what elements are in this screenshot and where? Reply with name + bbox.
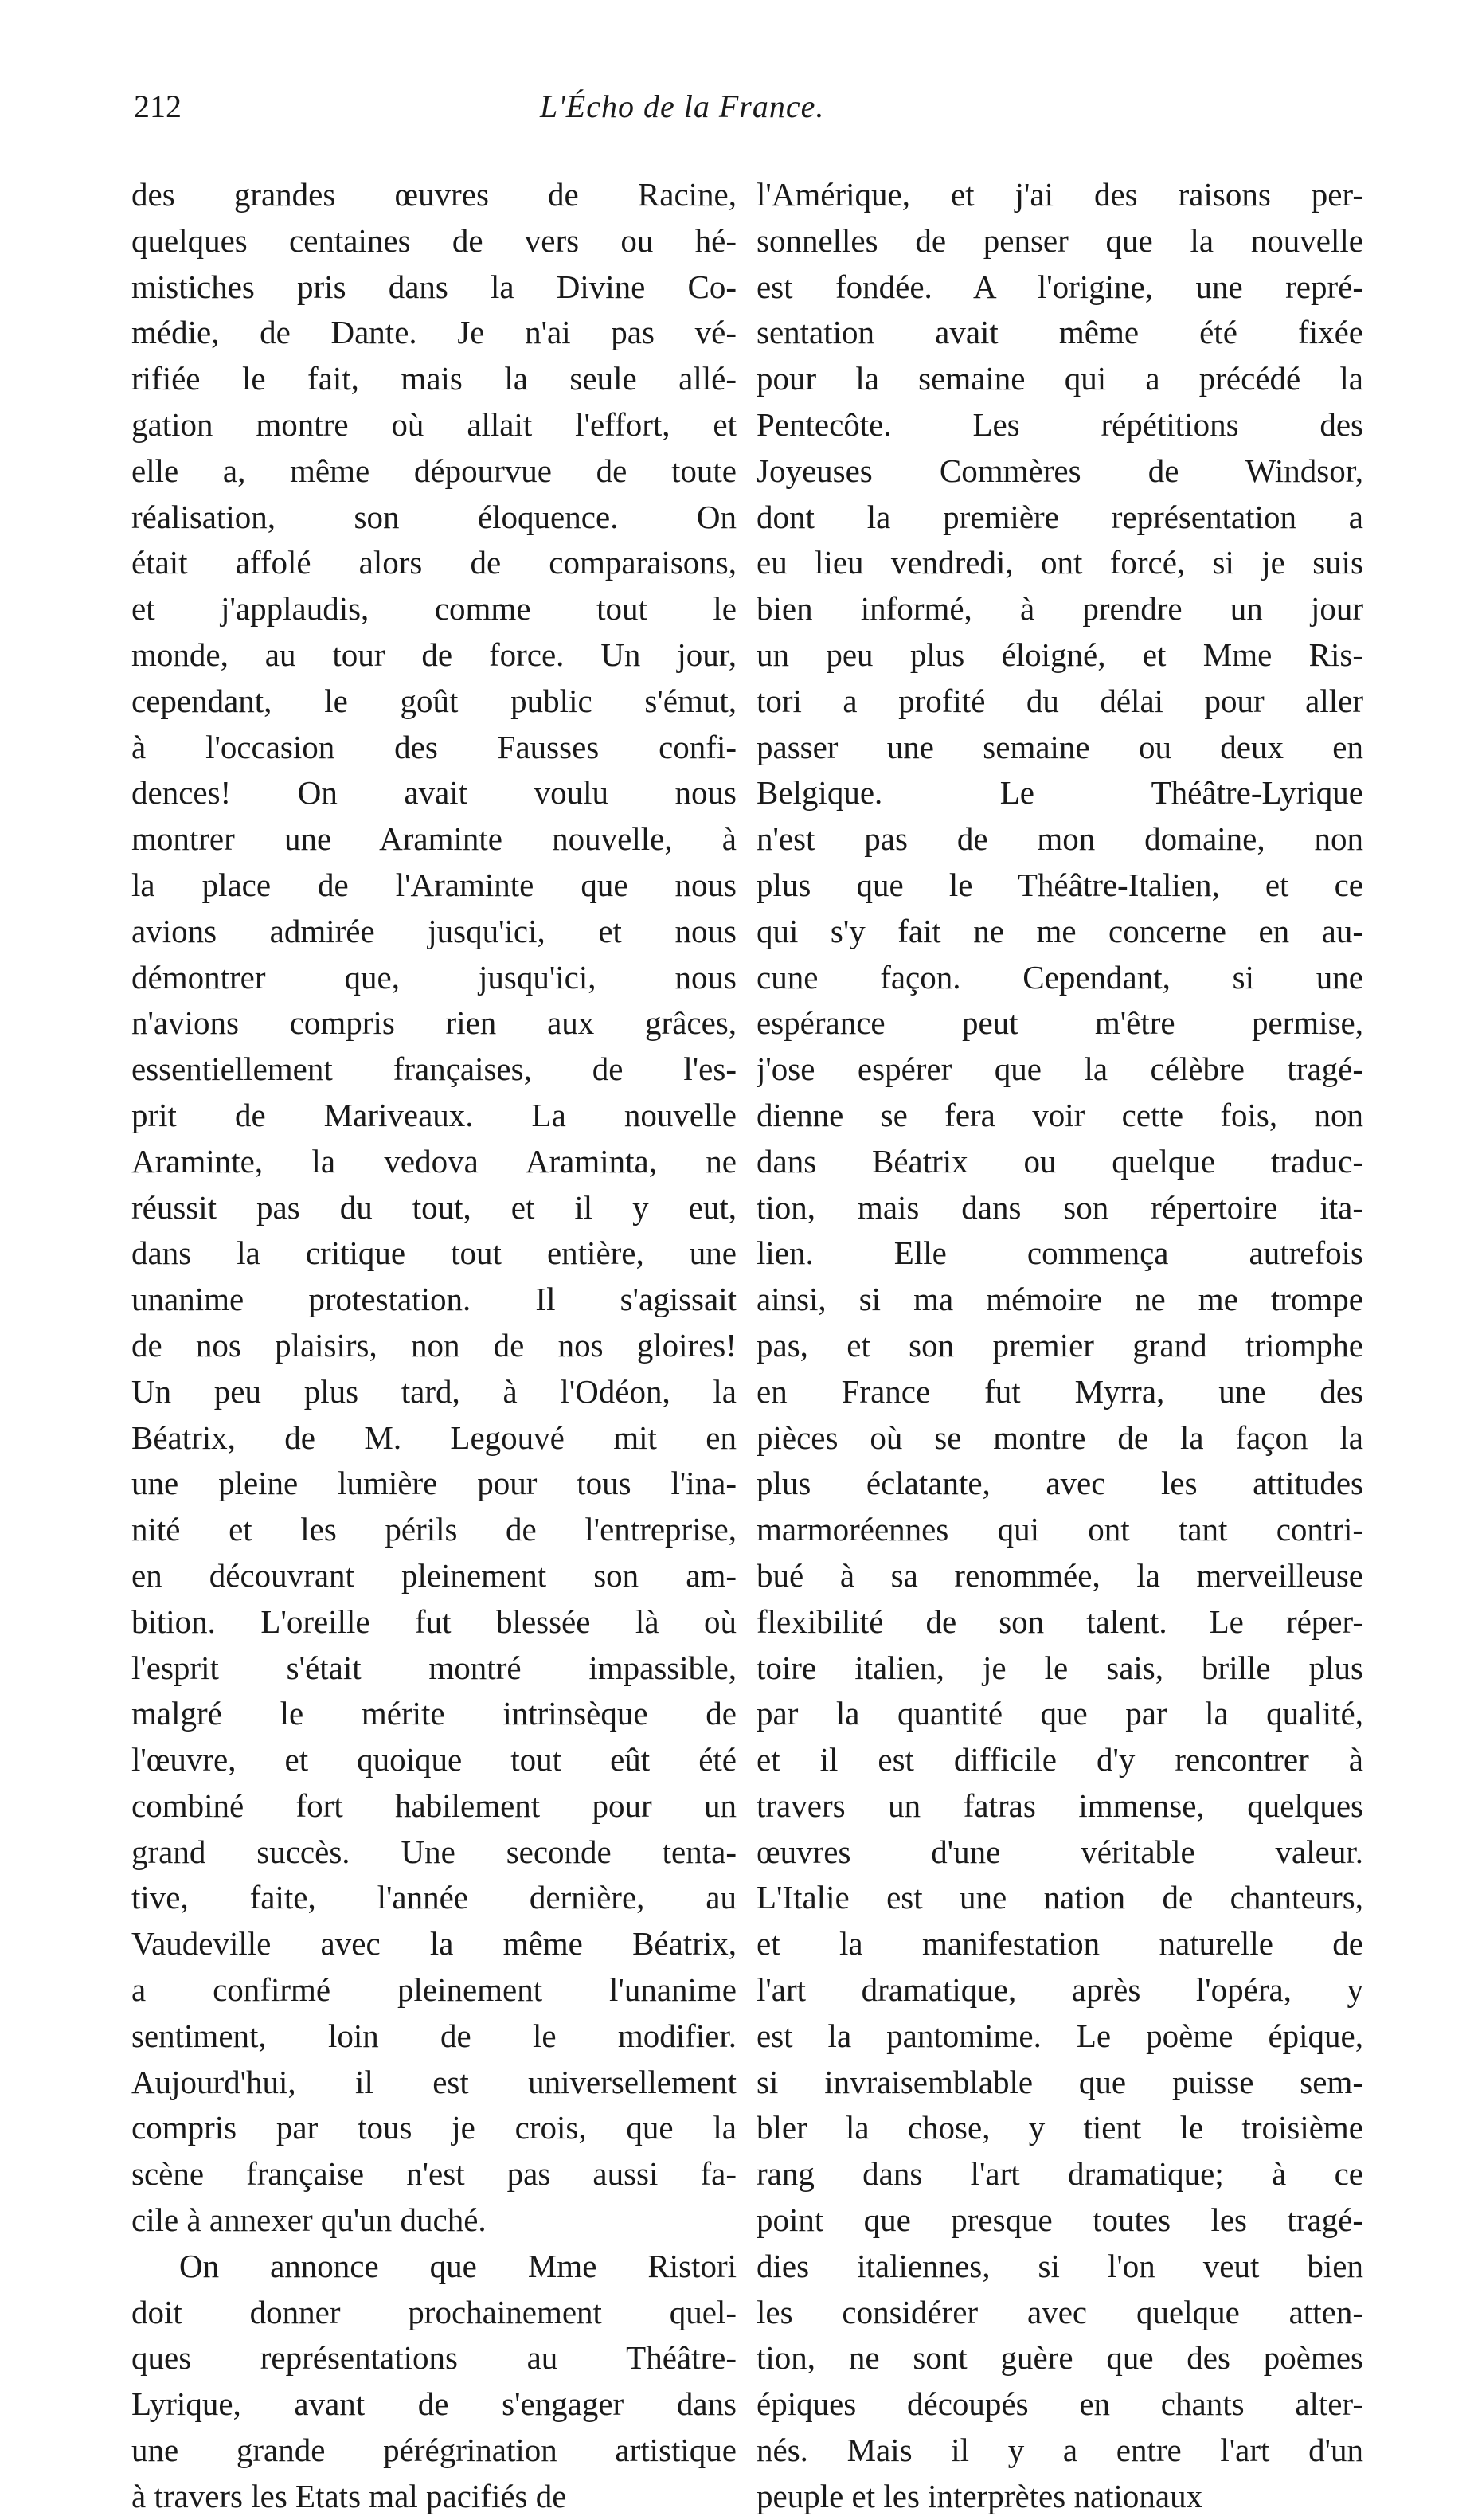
text-line: monde, au tour de force. Un jour, — [131, 636, 737, 673]
text-line: l'Amérique, et j'ai des raisons per- — [757, 176, 1363, 213]
text-line: peuple et les interprètes nationaux — [757, 2477, 1203, 2514]
text-line: flexibilité de son talent. Le réper- — [757, 1602, 1363, 1640]
text-line: elle a, même dépourvue de toute — [131, 452, 737, 489]
text-line: Béatrix, de M. Legouvé mit en — [131, 1418, 737, 1456]
text-line: des grandes œuvres de Racine, — [131, 176, 737, 213]
text-line: n'est pas de mon domaine, non — [757, 820, 1363, 858]
text-line: l'esprit s'était montré impassible, — [131, 1649, 737, 1686]
text-line: pour la semaine qui a précédé la — [757, 360, 1363, 397]
text-line: et la manifestation naturelle de — [757, 1925, 1363, 1962]
text-line: bien informé, à prendre un jour — [757, 590, 1363, 628]
text-line: dont la première représentation a — [757, 498, 1363, 535]
text-line: était affolé alors de comparaisons, — [131, 544, 737, 581]
text-line: dans la critique tout entière, une — [131, 1235, 737, 1272]
text-line: œuvres d'une véritable valeur. — [757, 1833, 1363, 1870]
text-line: un peu plus éloigné, et Mme Ris- — [757, 636, 1363, 673]
text-line: tori a profité du délai pour aller — [757, 682, 1363, 719]
text-line: scène française n'est pas aussi fa- — [131, 2155, 737, 2193]
text-line: n'avions compris rien aux grâces, — [131, 1004, 737, 1042]
text-line: si invraisemblable que puisse sem- — [757, 2063, 1363, 2100]
text-line: sentation avait même été fixée — [757, 314, 1363, 351]
text-line: réalisation, son éloquence. On — [131, 498, 737, 535]
page-header — [134, 88, 1359, 135]
left-text-column — [131, 172, 737, 2520]
text-line: travers un fatras immense, quelques — [757, 1786, 1363, 1824]
text-line: Vaudeville avec la même Béatrix, — [131, 1925, 737, 1962]
text-line: les considérer avec quelque atten- — [757, 2293, 1363, 2330]
text-line: plus que le Théâtre-Italien, et ce — [757, 866, 1363, 903]
text-line: sentiment, loin de le modifier. — [131, 2017, 737, 2054]
text-line: quelques centaines de vers ou hé- — [131, 221, 737, 259]
text-line: est fondée. A l'origine, une repré- — [757, 268, 1363, 305]
text-line: avions admirée jusqu'ici, et nous — [131, 912, 737, 949]
text-line: mistiches pris dans la Divine Co- — [131, 268, 737, 305]
text-line: essentiellement françaises, de l'es- — [131, 1051, 737, 1088]
text-line: unanime protestation. Il s'agissait — [131, 1281, 737, 1318]
text-line: Aujourd'hui, il est universellement — [131, 2063, 737, 2100]
text-line: bition. L'oreille fut blessée là où — [131, 1602, 737, 1640]
text-line: médie, de Dante. Je n'ai pas vé- — [131, 314, 737, 351]
text-line: à travers les Etats mal pacifiés de — [131, 2477, 567, 2514]
text-line: démontrer que, jusqu'ici, nous — [131, 958, 737, 996]
text-line: l'œuvre, et quoique tout eût été — [131, 1741, 737, 1778]
text-line: tion, mais dans son répertoire ita- — [757, 1188, 1363, 1226]
text-line: marmoréennes qui ont tant contri- — [757, 1511, 1363, 1548]
text-line: une grande pérégrination artistique — [131, 2432, 737, 2469]
right-text-column — [757, 172, 1363, 2520]
text-line: la place de l'Araminte que nous — [131, 866, 737, 903]
text-line: toire italien, je le sais, brille plus — [757, 1649, 1363, 1686]
text-line: grand succès. Une seconde tenta- — [131, 1833, 737, 1870]
text-line: Belgique. Le Théâtre-Lyrique — [757, 774, 1363, 812]
text-line: en découvrant pleinement son am- — [131, 1556, 737, 1594]
text-line: rifiée le fait, mais la seule allé- — [131, 360, 737, 397]
text-line: épiques découpés en chants alter- — [757, 2385, 1363, 2423]
page-number: 212 — [134, 88, 182, 124]
text-line: bué à sa renommée, la merveilleuse — [757, 1556, 1363, 1594]
text-line: combiné fort habilement pour un — [131, 1786, 737, 1824]
text-line: Lyrique, avant de s'engager dans — [131, 2385, 737, 2423]
text-line: Un peu plus tard, à l'Odéon, la — [131, 1372, 737, 1410]
text-line: et il est difficile d'y rencontrer à — [757, 1741, 1363, 1778]
text-line: espérance peut m'être permise, — [757, 1004, 1363, 1042]
text-line: dies italiennes, si l'on veut bien — [757, 2247, 1363, 2284]
text-line: cependant, le goût public s'émut, — [131, 682, 737, 719]
text-line: j'ose espérer que la célèbre tragé- — [757, 1051, 1363, 1088]
text-line: l'art dramatique, après l'opéra, y — [757, 1971, 1363, 2009]
text-line: Araminte, la vedova Araminta, ne — [131, 1142, 737, 1180]
text-line: L'Italie est une nation de chanteurs, — [757, 1879, 1363, 1916]
text-line: Pentecôte. Les répétitions des — [757, 405, 1363, 443]
text-line: et j'applaudis, comme tout le — [131, 590, 737, 628]
text-line: dences! On avait voulu nous — [131, 774, 737, 812]
text-line: eu lieu vendredi, ont forcé, si je suis — [757, 544, 1363, 581]
text-line: plus éclatante, avec les attitudes — [757, 1465, 1363, 1502]
text-line: est la pantomime. Le poème épique, — [757, 2017, 1363, 2054]
text-line: On annonce que Mme Ristori — [179, 2247, 737, 2284]
text-line: cile à annexer qu'un duché. — [131, 2201, 487, 2239]
text-line: dans Béatrix ou quelque traduc- — [757, 1142, 1363, 1180]
text-line: une pleine lumière pour tous l'ina- — [131, 1465, 737, 1502]
text-line: point que presque toutes les tragé- — [757, 2201, 1363, 2239]
text-line: pièces où se montre de la façon la — [757, 1418, 1363, 1456]
text-line: Joyeuses Commères de Windsor, — [757, 452, 1363, 489]
text-line: réussit pas du tout, et il y eut, — [131, 1188, 737, 1226]
text-line: passer une semaine ou deux en — [757, 728, 1363, 765]
text-line: compris par tous je crois, que la — [131, 2109, 737, 2146]
text-line: lien. Elle commença autrefois — [757, 1235, 1363, 1272]
text-line: pas, et son premier grand triomphe — [757, 1326, 1363, 1364]
text-line: ainsi, si ma mémoire ne me trompe — [757, 1281, 1363, 1318]
text-line: montrer une Araminte nouvelle, à — [131, 820, 737, 858]
text-line: ques représentations au Théâtre- — [131, 2339, 737, 2377]
text-line: doit donner prochainement quel- — [131, 2293, 737, 2330]
text-line: tion, ne sont guère que des poèmes — [757, 2339, 1363, 2377]
text-line: malgré le mérite intrinsèque de — [131, 1695, 737, 1732]
text-line: a confirmé pleinement l'unanime — [131, 1971, 737, 2009]
text-line: nés. Mais il y a entre l'art d'un — [757, 2432, 1363, 2469]
text-line: dienne se fera voir cette fois, non — [757, 1096, 1363, 1133]
text-line: cune façon. Cependant, si une — [757, 958, 1363, 996]
text-line: en France fut Myrra, une des — [757, 1372, 1363, 1410]
text-line: tive, faite, l'année dernière, au — [131, 1879, 737, 1916]
text-line: prit de Mariveaux. La nouvelle — [131, 1096, 737, 1133]
text-line: gation montre où allait l'effort, et — [131, 405, 737, 443]
text-line: rang dans l'art dramatique; à ce — [757, 2155, 1363, 2193]
text-line: de nos plaisirs, non de nos gloires! — [131, 1326, 737, 1364]
text-line: à l'occasion des Fausses confi- — [131, 728, 737, 765]
text-line: sonnelles de penser que la nouvelle — [757, 221, 1363, 259]
text-line: par la quantité que par la qualité, — [757, 1695, 1363, 1732]
text-line: nité et les périls de l'entreprise, — [131, 1511, 737, 1548]
text-line: qui s'y fait ne me concerne en au- — [757, 912, 1363, 949]
text-line: bler la chose, y tient le troisième — [757, 2109, 1363, 2146]
running-title: L'Écho de la France. — [540, 88, 825, 124]
